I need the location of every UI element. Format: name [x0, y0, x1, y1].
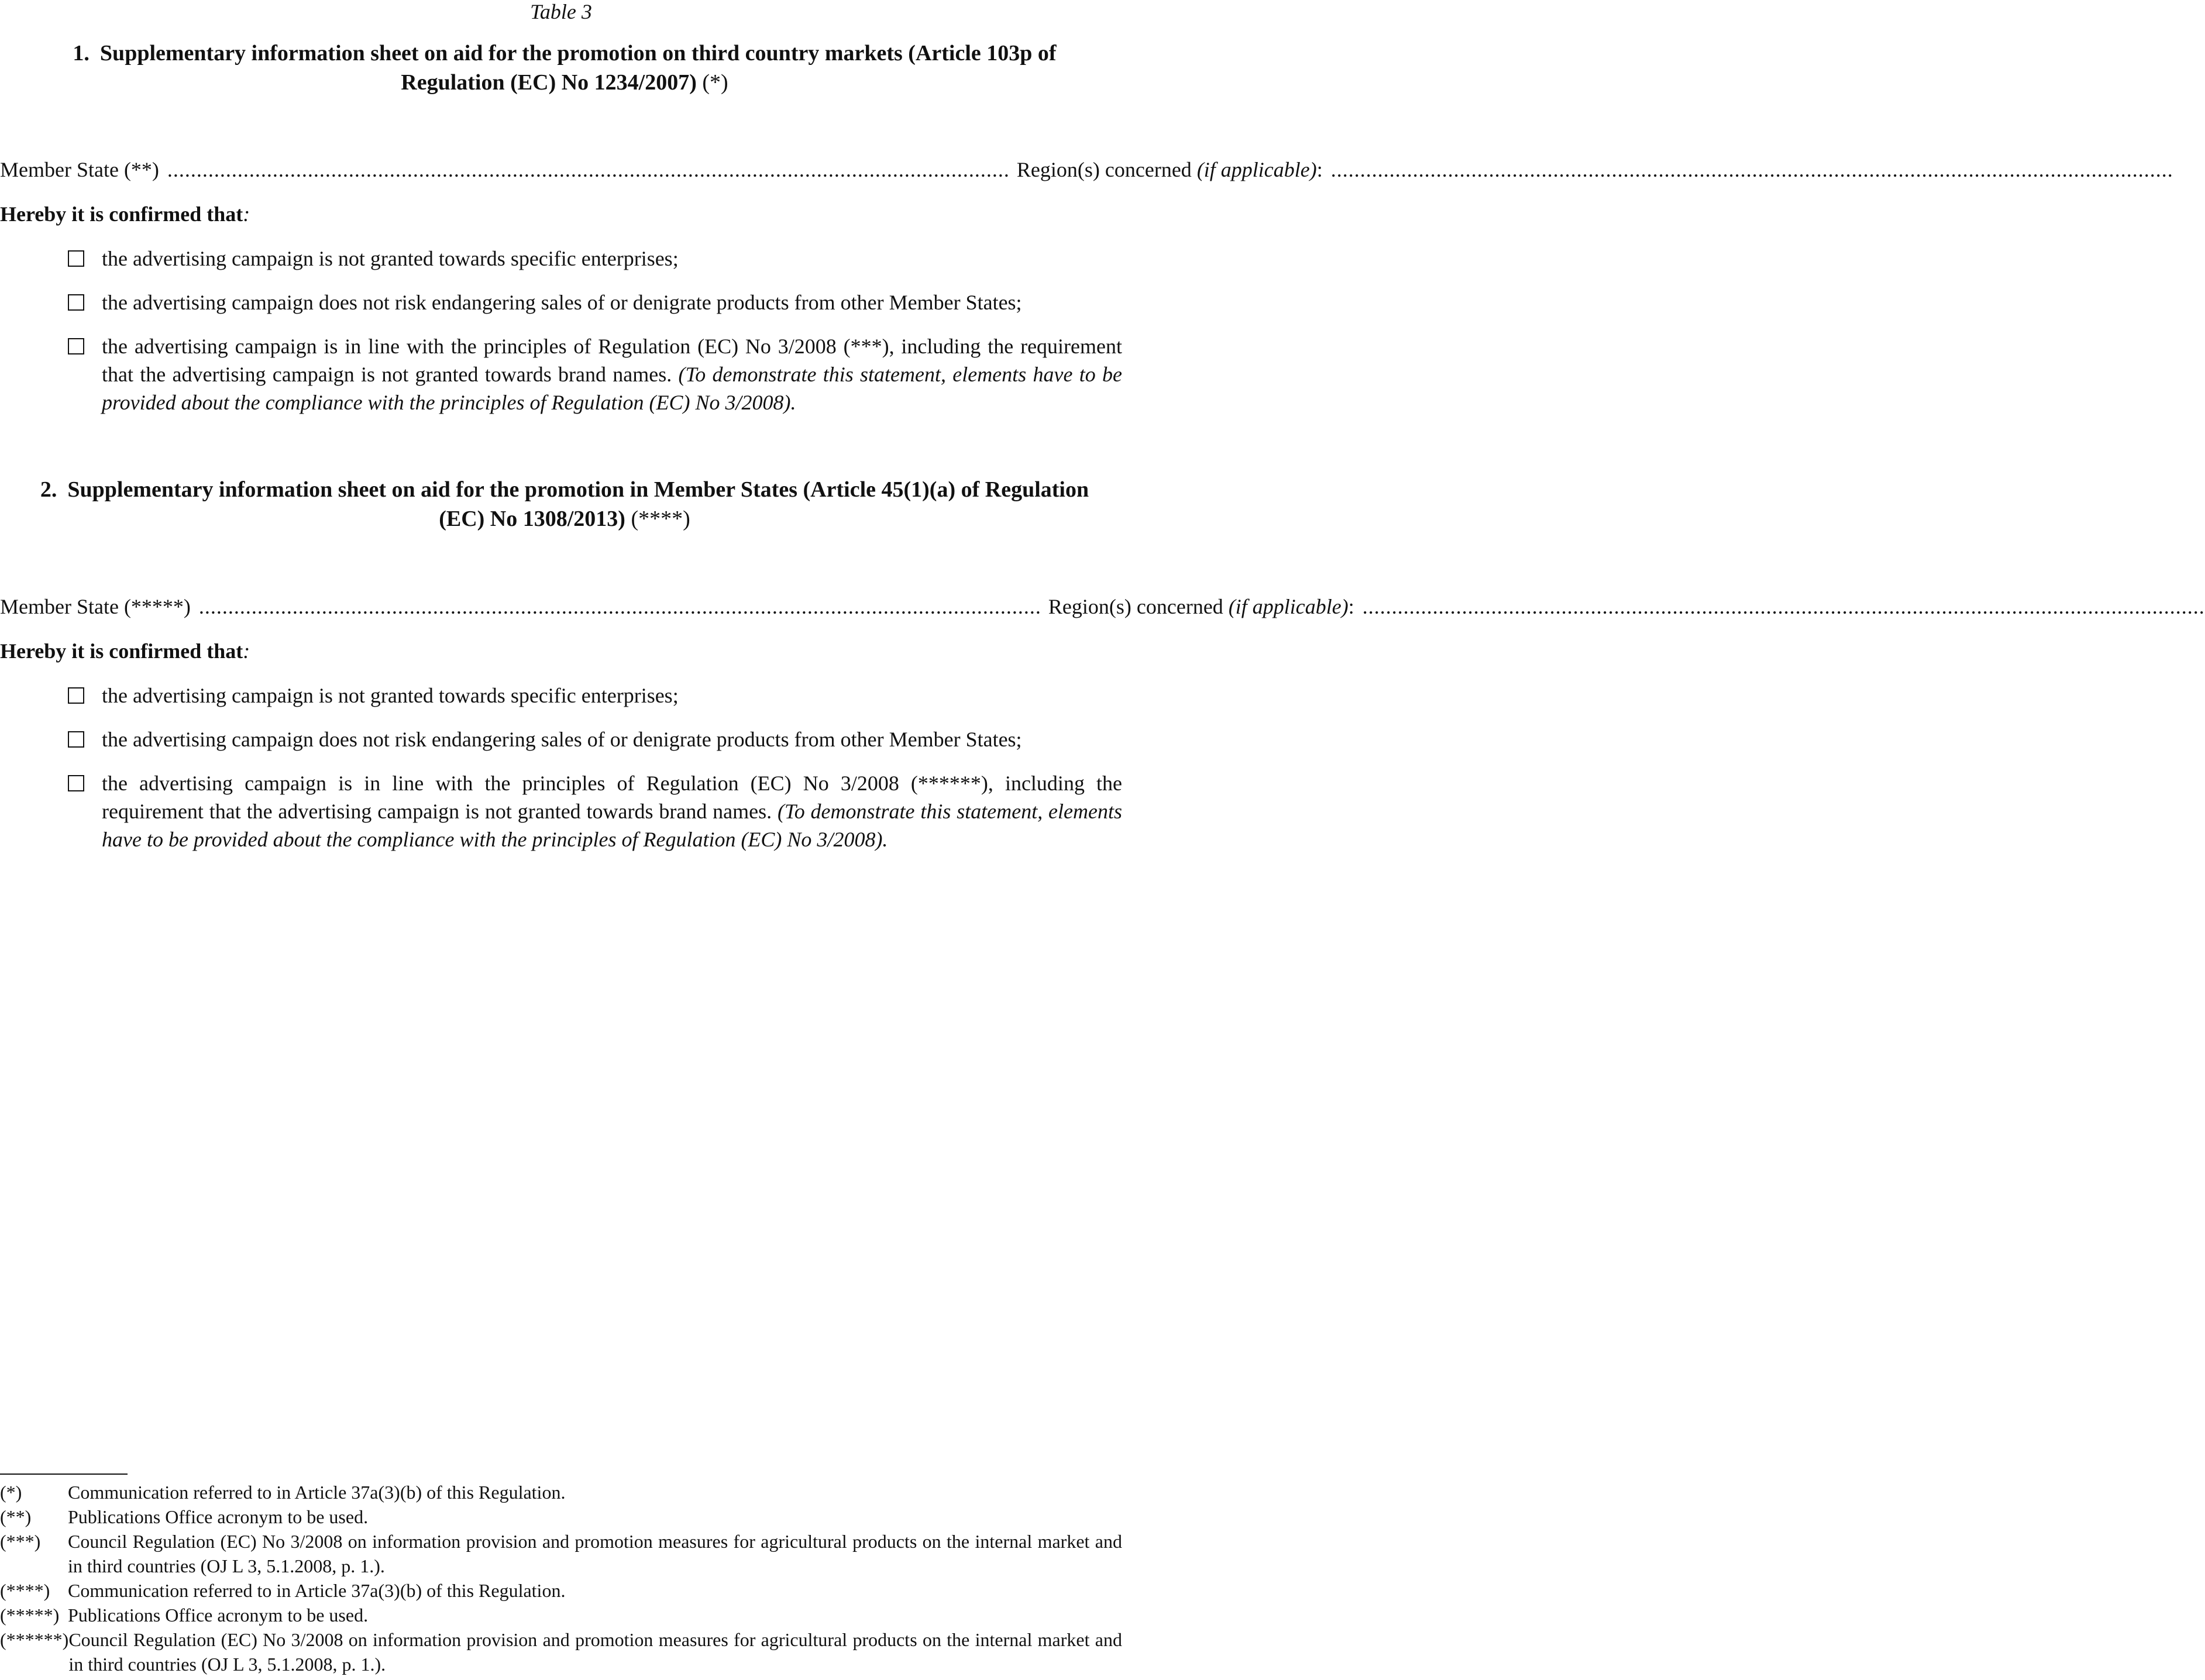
- section-1-item-3-text: the advertising campaign is in line with the principles of Regulation (EC) No 3/2008 (***), including the requirement that the advertising campaign is not granted towards brand names. (To demonstrate this statement, elements have to be provided about the compliance with the principles of Regulation (EC) No 3/2008).: [102, 335, 1122, 414]
- section-2-item-3-text: the advertising campaign is in line with the principles of Regulation (EC) No 3/2008 (******), including the requirement that the advertising campaign is not granted towards brand names. (To demonstrate this statement, elements have to be provided about the compliance with the principles of Regulation (EC) No 3/2008).: [102, 772, 1123, 851]
- section-1-item-2: [68, 288, 1122, 316]
- footnote-2-mark: (**): [0, 1506, 32, 1527]
- footnotes: [0, 1480, 1122, 1676]
- section-2-item-1: [68, 681, 1122, 710]
- section-1-title: Supplementary information sheet on aid for the promotion on third country markets (Article 103p of Regulation (EC) No 1234/2007): [99, 41, 1057, 95]
- section-2-item-2: [68, 725, 1122, 753]
- section-1-member-state-label: Member State (**): [0, 158, 159, 181]
- footnote-1: [0, 1480, 1122, 1505]
- footnote-4: [0, 1578, 1122, 1603]
- section-1-checkbox-1[interactable]: [68, 250, 84, 267]
- section-2-checkbox-3[interactable]: [68, 775, 84, 791]
- section-2-heading: [35, 475, 1094, 533]
- section-1-region-label: Region(s) concerned (if applicable):: [1016, 158, 1323, 181]
- footnote-4-mark: (****): [0, 1580, 50, 1601]
- section-1-item-3: [68, 332, 1122, 416]
- section-2-item-2-text: the advertising campaign does not risk endangering sales of or denigrate products from other Member States;: [102, 728, 1022, 751]
- section-1-item-1-text: the advertising campaign is not granted towards specific enterprises;: [102, 247, 679, 270]
- section-2-item-3-note: (To demonstrate this statement, elements have to be provided about the compliance with the principles of Regulation (EC) No 3/2008).: [102, 800, 1123, 851]
- footnote-5-text: Publications Office acronym to be used.: [68, 1605, 369, 1626]
- section-1-checkbox-2[interactable]: [68, 294, 84, 311]
- section-1-member-row: [0, 157, 2173, 183]
- section-1-region-blank[interactable]: ................................................................................................................................................: [1330, 158, 2173, 181]
- footnote-1-mark: (*): [0, 1482, 22, 1503]
- section-2-number: 2.: [40, 477, 57, 502]
- section-1-number: 1.: [73, 41, 90, 66]
- footnote-3: [0, 1529, 1122, 1578]
- footnote-6-mark: (******): [0, 1629, 69, 1650]
- footnote-5: [0, 1603, 1122, 1627]
- footnote-4-text: Communication referred to in Article 37a(3)(b) of this Regulation.: [68, 1580, 566, 1601]
- section-1-item-3-note: (To demonstrate this statement, elements have to be provided about the compliance with the principles of Regulation (EC) No 3/2008).: [102, 363, 1122, 414]
- section-1-member-state-blank[interactable]: ................................................................................................................................................: [167, 158, 1010, 181]
- section-2-member-row: [0, 594, 2205, 619]
- section-2-item-1-text: the advertising campaign is not granted towards specific enterprises;: [102, 684, 679, 707]
- section-2-confirm-line: Hereby it is confirmed that:: [0, 639, 250, 663]
- section-2-member-state-label: Member State (*****): [0, 595, 191, 618]
- footnote-2-text: Publications Office acronym to be used.: [68, 1506, 369, 1527]
- table-caption: Table 3: [530, 0, 592, 23]
- footnote-1-text: Communication referred to in Article 37a(3)(b) of this Regulation.: [68, 1482, 566, 1503]
- section-2-title: Supplementary information sheet on aid for the promotion in Member States (Article 45(1)(a) of Regulation (EC) No 1308/2013): [67, 477, 1089, 531]
- section-1-item-1: [68, 245, 1122, 273]
- section-1-checkbox-3[interactable]: [68, 338, 84, 354]
- section-2-heading-ref: (****): [631, 507, 690, 531]
- footnote-6-text: Council Regulation (EC) No 3/2008 on information provision and promotion measures for agricultural products on the internal market and in third countries (OJ L 3, 5.1.2008, p. 1.).: [68, 1629, 1122, 1675]
- footnote-3-mark: (***): [0, 1531, 41, 1552]
- footnote-5-mark: (*****): [0, 1605, 60, 1626]
- footnote-divider: [0, 1474, 128, 1475]
- section-1-item-2-text: the advertising campaign does not risk endangering sales of or denigrate products from other Member States;: [102, 291, 1022, 314]
- section-2-checkbox-2[interactable]: [68, 731, 84, 748]
- section-2-checkbox-1[interactable]: [68, 687, 84, 704]
- section-2-region-blank[interactable]: ................................................................................................................................................: [1362, 595, 2205, 618]
- section-2-member-state-blank[interactable]: ................................................................................................................................................: [198, 595, 1041, 618]
- section-2-region-label: Region(s) concerned (if applicable):: [1048, 595, 1354, 618]
- footnote-2: [0, 1505, 1122, 1529]
- footnote-3-text: Council Regulation (EC) No 3/2008 on information provision and promotion measures for agricultural products on the internal market and in third countries (OJ L 3, 5.1.2008, p. 1.).: [68, 1531, 1122, 1576]
- section-1-confirm-line: Hereby it is confirmed that:: [0, 202, 250, 226]
- footnote-6: [0, 1627, 1122, 1676]
- section-1-heading-ref: (*): [702, 70, 728, 95]
- section-2-item-3: [68, 769, 1122, 853]
- section-1-heading: [35, 39, 1094, 97]
